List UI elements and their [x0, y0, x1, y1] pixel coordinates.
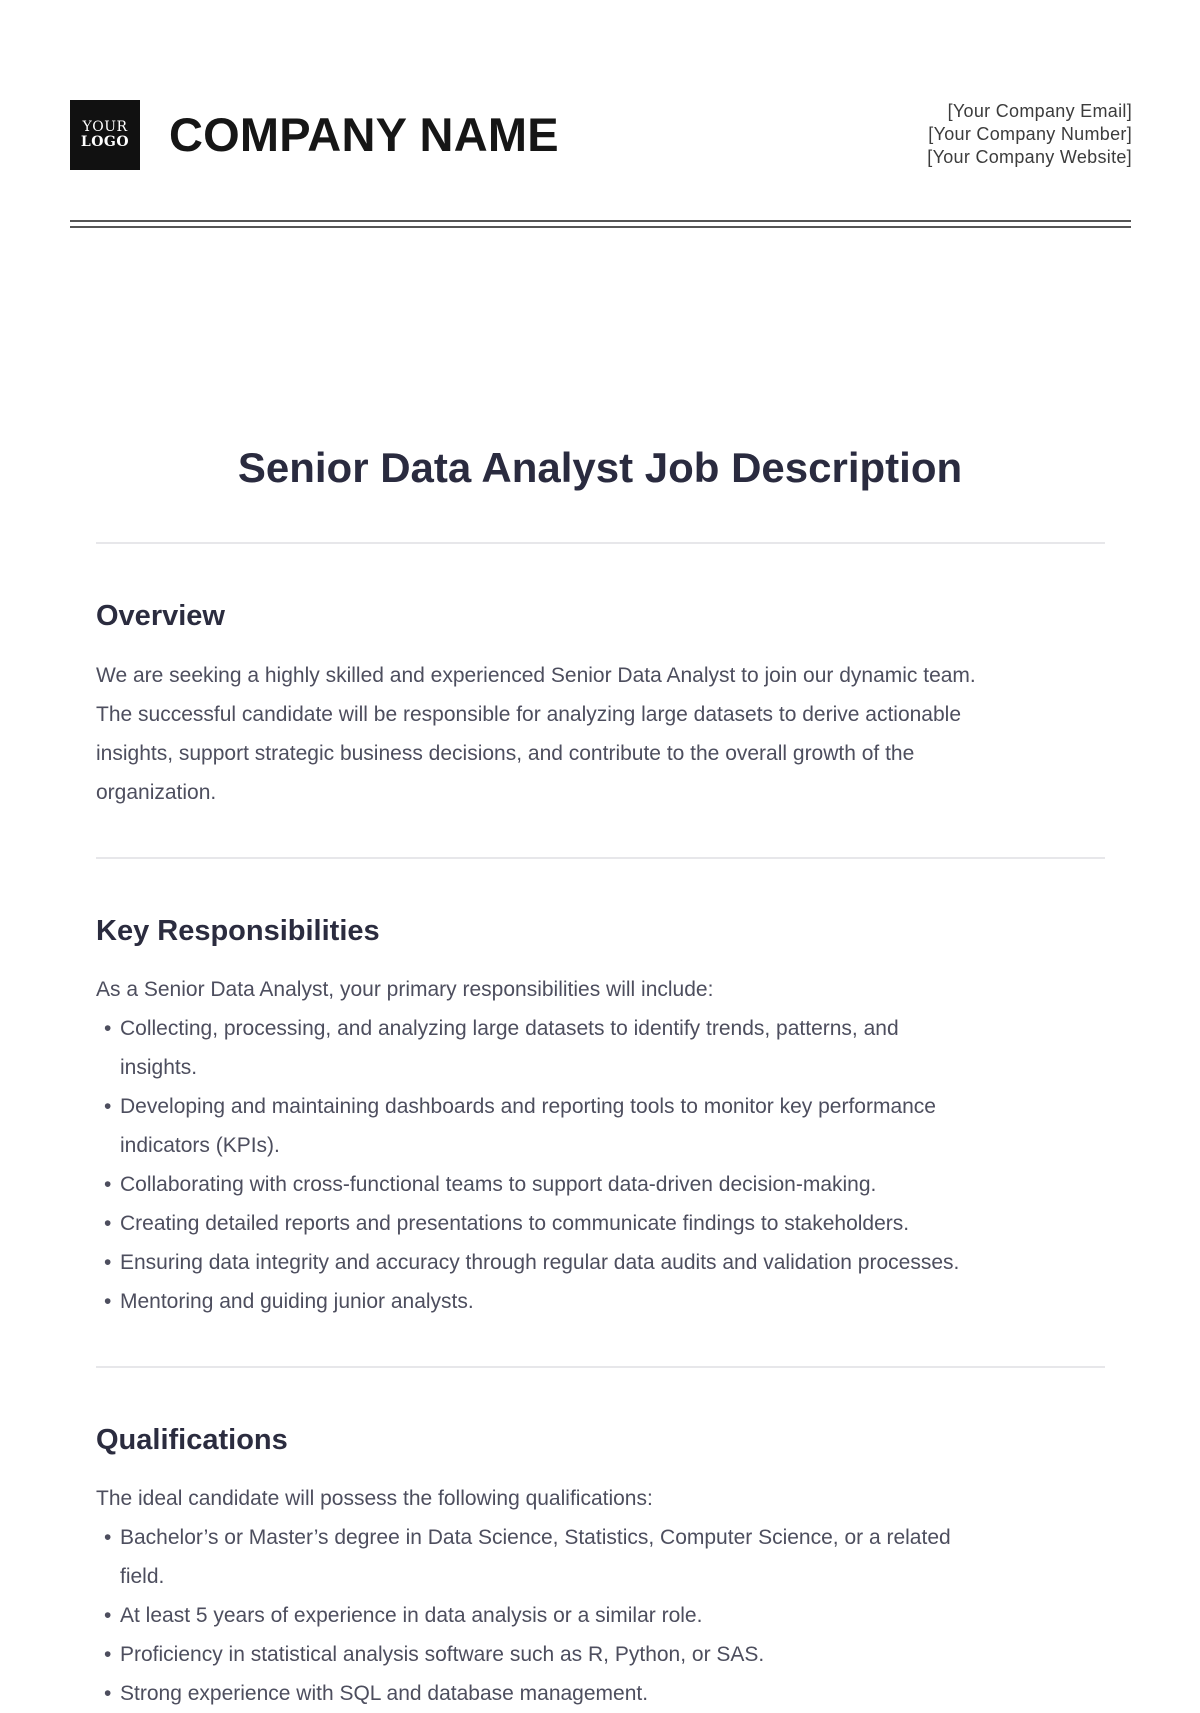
company-logo [70, 100, 140, 170]
bullet-icon: • [104, 1682, 112, 1705]
list-item [96, 1243, 1106, 1282]
logo-text-line1: YOUR [82, 119, 128, 136]
document-header [70, 100, 1132, 172]
list-item-text: insights. [120, 1056, 198, 1079]
list-item-text: At least 5 years of experience in data analysis or a similar role. [120, 1604, 703, 1627]
company-contact-block [927, 100, 1132, 169]
bullet-icon: • [104, 1017, 112, 1040]
bullet-icon: • [104, 1251, 112, 1274]
list-item [96, 1204, 1106, 1243]
company-website: [Your Company Website] [927, 147, 1132, 167]
overview-line: organization. [96, 781, 217, 804]
header-double-divider [70, 220, 1131, 228]
list-item [96, 1635, 1106, 1674]
list-item-text: Collaborating with cross-functional teams to support data-driven decision-making. [120, 1173, 877, 1196]
qualifications-intro: The ideal candidate will possess the following qualifications: [96, 1487, 653, 1510]
list-item-text: Strong experience with SQL and database management. [120, 1682, 649, 1705]
list-item-text: Bachelor’s or Master’s degree in Data Science, Statistics, Computer Science, or a related [120, 1526, 951, 1549]
overview-line: We are seeking a highly skilled and experienced Senior Data Analyst to join our dynamic team. [96, 664, 976, 687]
bullet-icon: • [104, 1526, 112, 1549]
list-item-text: Developing and maintaining dashboards and reporting tools to monitor key performance [120, 1095, 936, 1118]
company-name: COMPANY NAME [169, 108, 559, 161]
bullet-icon: • [104, 1643, 112, 1666]
list-item [96, 1518, 1106, 1596]
list-item-text: Mentoring and guiding junior analysts. [120, 1290, 474, 1313]
list-item-text: Creating detailed reports and presentations to communicate findings to stakeholders. [120, 1212, 910, 1235]
list-item-text: Proficiency in statistical analysis software such as R, Python, or SAS. [120, 1643, 765, 1666]
overview-line: insights, support strategic business decisions, and contribute to the overall growth of the [96, 742, 915, 765]
logo-text-line2: LOGO [80, 134, 130, 150]
list-item [96, 1087, 1106, 1165]
company-number: [Your Company Number] [928, 124, 1132, 144]
bullet-icon: • [104, 1095, 112, 1118]
list-item-text: Ensuring data integrity and accuracy through regular data audits and validation processes. [120, 1251, 960, 1274]
list-item [96, 1165, 1106, 1204]
bullet-icon: • [104, 1290, 112, 1313]
section-divider [96, 542, 1105, 544]
list-item [96, 1282, 1106, 1321]
bullet-icon: • [104, 1173, 112, 1196]
list-item-text: field. [120, 1565, 165, 1588]
document-title: Senior Data Analyst Job Description [237, 444, 963, 491]
qualifications-list [96, 1518, 1106, 1713]
company-email: [Your Company Email] [947, 101, 1132, 121]
overview-heading: Overview [96, 600, 225, 632]
list-item-text: Collecting, processing, and analyzing large datasets to identify trends, patterns, and [120, 1017, 899, 1040]
list-item-text: indicators (KPIs). [120, 1134, 280, 1157]
section-divider [96, 1366, 1105, 1368]
bullet-icon: • [104, 1604, 112, 1627]
qualifications-heading: Qualifications [96, 1424, 288, 1456]
overview-paragraph [96, 656, 1096, 812]
list-item [96, 1009, 1106, 1087]
responsibilities-heading: Key Responsibilities [96, 915, 380, 947]
list-item [96, 1674, 1106, 1713]
overview-line: The successful candidate will be responsible for analyzing large datasets to derive actionable [96, 703, 961, 726]
responsibilities-intro: As a Senior Data Analyst, your primary responsibilities will include: [96, 978, 714, 1001]
list-item [96, 1596, 1106, 1635]
section-divider [96, 857, 1105, 859]
bullet-icon: • [104, 1212, 112, 1235]
responsibilities-list [96, 1009, 1106, 1321]
